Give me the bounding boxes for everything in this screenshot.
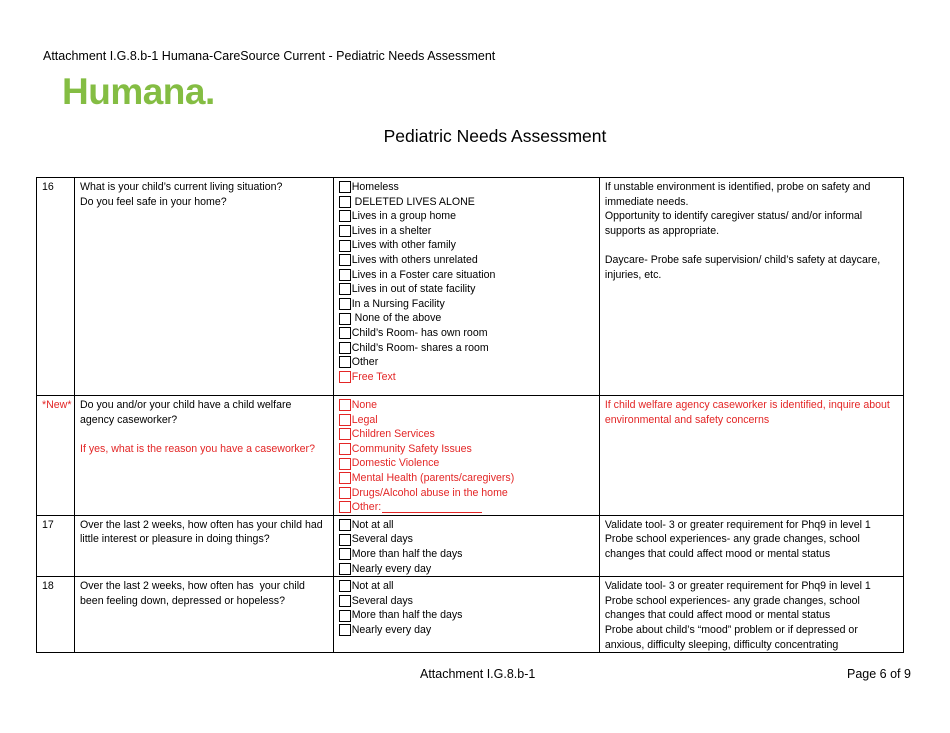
option-out-of-state[interactable]: Lives in out of state facility	[339, 282, 594, 297]
question-line: Do you and/or your child have a child welfare agency caseworker?	[80, 399, 292, 426]
logo-text: Humana	[62, 71, 205, 112]
option-not-at-all[interactable]: Not at all	[339, 518, 594, 533]
note-text: Validate tool- 3 or greater requirement for Phq9 in level 1	[604, 518, 871, 531]
humana-logo	[62, 70, 215, 114]
checkbox[interactable]	[339, 342, 351, 354]
checkbox[interactable]	[339, 580, 351, 592]
assessment-table	[36, 177, 904, 653]
option-nursing-facility[interactable]: In a Nursing Facility	[339, 297, 594, 312]
checkbox[interactable]	[339, 181, 351, 193]
question-text	[75, 396, 334, 516]
option-none-of-above[interactable]: None of the above	[339, 311, 594, 326]
option-foster-care[interactable]: Lives in a Foster care situation	[339, 268, 594, 283]
checkbox[interactable]	[339, 196, 351, 208]
checkbox[interactable]	[339, 240, 351, 252]
attachment-header: Attachment I.G.8.b-1 Humana-CareSource Current - Pediatric Needs Assessment	[43, 49, 496, 63]
option-drugs-alcohol[interactable]: Drugs/Alcohol abuse in the home	[339, 486, 594, 501]
question-text: Over the last 2 weeks, how often has your child had little interest or pleasure in doing things?	[75, 515, 334, 576]
option-nearly-every-day[interactable]: Nearly every day	[339, 623, 594, 638]
checkbox[interactable]	[339, 371, 351, 383]
option-children-services[interactable]: Children Services	[339, 427, 594, 442]
question-line: Do you feel safe in your home?	[80, 195, 227, 208]
option-nearly-every-day[interactable]: Nearly every day	[339, 562, 594, 577]
option-homeless[interactable]: Homeless	[339, 180, 594, 195]
answer-options	[333, 577, 599, 653]
checkbox[interactable]	[339, 595, 351, 607]
note-text: Probe school experiences- any grade changes, school changes that could affect mood or mental status	[604, 594, 860, 622]
question-text: Over the last 2 weeks, how often has your child been feeling down, depressed or hopeless?	[75, 577, 334, 653]
checkbox[interactable]	[339, 210, 351, 222]
table-row	[37, 396, 904, 516]
note-text: If unstable environment is identified, probe on safety and immediate needs.	[604, 181, 871, 208]
checkbox[interactable]	[339, 414, 351, 426]
question-number: 17	[37, 515, 75, 576]
option-not-at-all[interactable]: Not at all	[339, 579, 594, 594]
option-other-text[interactable]: Other:	[339, 500, 594, 515]
checkbox[interactable]	[339, 313, 351, 325]
answer-options	[333, 178, 599, 396]
footer-page-number: Page 6 of 9	[847, 667, 911, 681]
option-own-room[interactable]: Child’s Room- has own room	[339, 326, 594, 341]
guidance-notes	[599, 515, 903, 576]
table-row	[37, 178, 904, 396]
checkbox[interactable]	[339, 487, 351, 499]
footer-attachment: Attachment I.G.8.b-1	[420, 667, 536, 681]
option-deleted-lives-alone[interactable]: DELETED LIVES ALONE	[339, 195, 594, 210]
option-other[interactable]: Other	[339, 355, 594, 370]
checkbox[interactable]	[339, 548, 351, 560]
checkbox[interactable]	[339, 563, 351, 575]
table-row	[37, 577, 904, 653]
note-text: Opportunity to identify caregiver status/ and/or informal supports as appropriate.	[604, 210, 863, 237]
checkbox[interactable]	[339, 501, 351, 513]
option-legal[interactable]: Legal	[339, 413, 594, 428]
question-line: What is your child’s current living situation?	[80, 181, 283, 193]
guidance-notes	[599, 178, 903, 396]
logo-dot: .	[204, 71, 215, 112]
option-community-safety[interactable]: Community Safety Issues	[339, 442, 594, 457]
note-text: Probe school experiences- any grade changes, school changes that could affect mood or mental status	[604, 533, 860, 560]
checkbox[interactable]	[339, 356, 351, 368]
option-more-than-half[interactable]: More than half the days	[339, 608, 594, 623]
answer-options	[333, 396, 599, 516]
note-text: Validate tool- 3 or greater requirement for Phq9 in level 1	[604, 580, 871, 593]
question-followup: If yes, what is the reason you have a caseworker?	[80, 442, 315, 455]
checkbox[interactable]	[339, 472, 351, 484]
question-text	[75, 178, 334, 396]
checkbox[interactable]	[339, 269, 351, 281]
option-more-than-half[interactable]: More than half the days	[339, 547, 594, 562]
guidance-notes: If child welfare agency caseworker is identified, inquire about environmental and safety concerns	[599, 396, 903, 516]
question-number: 18	[37, 577, 75, 653]
option-domestic-violence[interactable]: Domestic Violence	[339, 456, 594, 471]
checkbox[interactable]	[339, 225, 351, 237]
table-row	[37, 515, 904, 576]
question-number-new: *New*	[37, 396, 75, 516]
option-mental-health[interactable]: Mental Health (parents/caregivers)	[339, 471, 594, 486]
checkbox[interactable]	[339, 298, 351, 310]
checkbox[interactable]	[339, 534, 351, 546]
checkbox[interactable]	[339, 327, 351, 339]
other-text-line[interactable]	[382, 501, 482, 513]
option-none[interactable]: None	[339, 398, 594, 413]
note-text: Daycare- Probe safe supervision/ child’s safety at daycare, injuries, etc.	[604, 253, 881, 281]
checkbox[interactable]	[339, 624, 351, 636]
checkbox[interactable]	[339, 399, 351, 411]
option-free-text[interactable]: Free Text	[339, 370, 594, 385]
checkbox[interactable]	[339, 610, 351, 622]
checkbox[interactable]	[339, 458, 351, 470]
option-shelter[interactable]: Lives in a shelter	[339, 224, 594, 239]
question-number: 16	[37, 178, 75, 396]
answer-options	[333, 515, 599, 576]
checkbox[interactable]	[339, 254, 351, 266]
option-several-days[interactable]: Several days	[339, 594, 594, 609]
option-several-days[interactable]: Several days	[339, 532, 594, 547]
option-others-unrelated[interactable]: Lives with others unrelated	[339, 253, 594, 268]
checkbox[interactable]	[339, 519, 351, 531]
option-group-home[interactable]: Lives in a group home	[339, 209, 594, 224]
option-shares-room[interactable]: Child’s Room- shares a room	[339, 341, 594, 356]
option-other-family[interactable]: Lives with other family	[339, 238, 594, 253]
checkbox[interactable]	[339, 428, 351, 440]
checkbox[interactable]	[339, 443, 351, 455]
page-title: Pediatric Needs Assessment	[383, 126, 607, 146]
note-text: Probe about child’s “mood” problem or if depressed or anxious, difficulty sleeping, difficulty concentrating	[604, 623, 858, 651]
guidance-notes	[599, 577, 903, 653]
checkbox[interactable]	[339, 283, 351, 295]
